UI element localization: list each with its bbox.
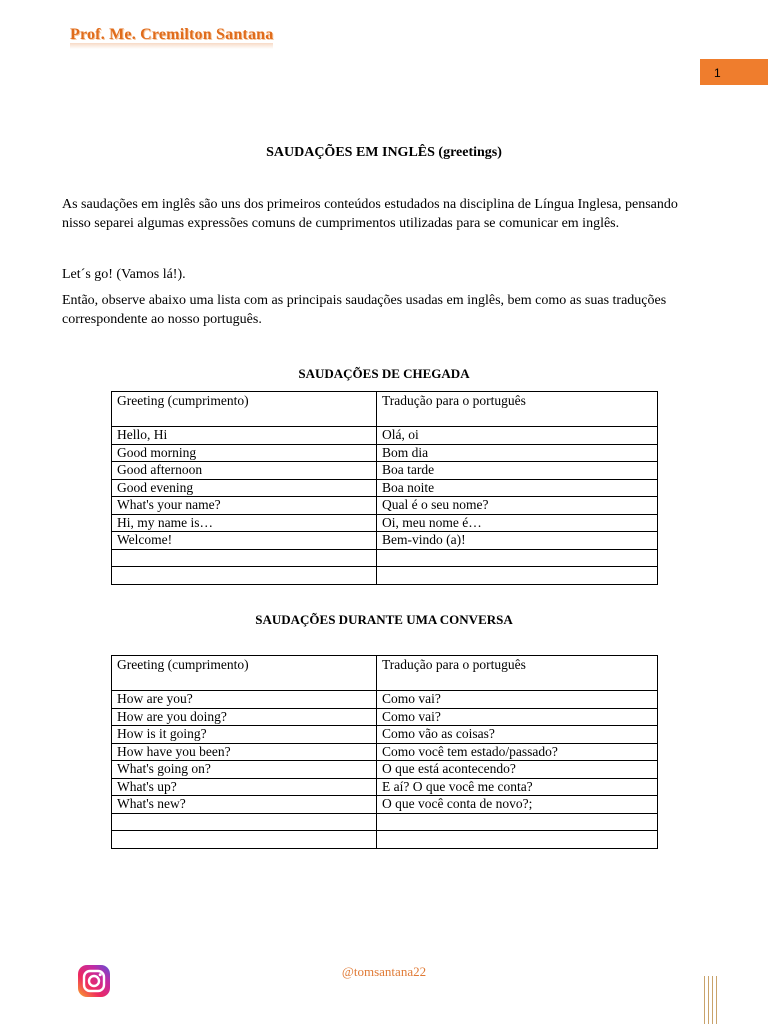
table-row: [112, 462, 658, 480]
column-header-translation: Tradução para o português: [377, 392, 658, 427]
table1-title: SAUDAÇÕES DE CHEGADA: [298, 366, 470, 381]
empty-table-row: [112, 831, 658, 849]
translation-cell: [377, 549, 658, 567]
table-row: [112, 479, 658, 497]
greeting-cell: [112, 831, 377, 849]
greeting-cell: Hello, Hi: [112, 427, 377, 445]
table-row: [112, 514, 658, 532]
translation-cell: O que você conta de novo?;: [377, 796, 658, 814]
instagram-handle[interactable]: @tomsantana22: [341, 964, 427, 979]
page-number: 1: [714, 66, 721, 80]
table-row: [112, 497, 658, 515]
document-title: SAUDAÇÕES EM INGLÊS (greetings): [266, 145, 502, 160]
greeting-cell: Good afternoon: [112, 462, 377, 480]
table-header-row: [112, 392, 658, 427]
translation-cell: Bem-vindo (a)!: [377, 532, 658, 550]
greeting-cell: How are you?: [112, 691, 377, 709]
arrival-greetings-table: [111, 391, 658, 585]
list-intro-paragraph: Então, observe abaixo uma lista com as principais saudações usadas em inglês, bem como as suas traduções correspondente ao nosso português.: [62, 293, 667, 327]
empty-table-row: [112, 549, 658, 567]
table-row: [112, 761, 658, 779]
greeting-cell: Good evening: [112, 479, 377, 497]
table-row: [112, 778, 658, 796]
author-header: Prof. Me. Cremilton Santana: [70, 26, 273, 49]
conversation-greetings-table: [111, 655, 658, 849]
greeting-cell: What's new?: [112, 796, 377, 814]
greeting-cell: [112, 813, 377, 831]
column-header-greeting: Greeting (cumprimento): [112, 392, 377, 427]
table-row: [112, 444, 658, 462]
page-number-badge: [700, 59, 768, 85]
translation-cell: Qual é o seu nome?: [377, 497, 658, 515]
greeting-cell: Good morning: [112, 444, 377, 462]
translation-cell: Como você tem estado/passado?: [377, 743, 658, 761]
translation-cell: Como vai?: [377, 691, 658, 709]
table-row: [112, 532, 658, 550]
translation-cell: Oi, meu nome é…: [377, 514, 658, 532]
column-header-greeting: Greeting (cumprimento): [112, 656, 377, 691]
greeting-cell: [112, 567, 377, 585]
table-row: [112, 726, 658, 744]
greeting-cell: What's your name?: [112, 497, 377, 515]
translation-cell: E aí? O que você me conta?: [377, 778, 658, 796]
greeting-cell: How is it going?: [112, 726, 377, 744]
column-header-translation: Tradução para o português: [377, 656, 658, 691]
empty-table-row: [112, 567, 658, 585]
translation-cell: Como vai?: [377, 708, 658, 726]
table-header-row: [112, 656, 658, 691]
greeting-cell: How have you been?: [112, 743, 377, 761]
greeting-cell: What's up?: [112, 778, 377, 796]
translation-cell: Olá, oi: [377, 427, 658, 445]
greeting-cell: Hi, my name is…: [112, 514, 377, 532]
translation-cell: O que está acontecendo?: [377, 761, 658, 779]
table-row: [112, 708, 658, 726]
greeting-cell: [112, 549, 377, 567]
translation-cell: Boa noite: [377, 479, 658, 497]
empty-table-row: [112, 813, 658, 831]
lets-go-paragraph: Let´s go! (Vamos lá!).: [62, 267, 186, 282]
greeting-cell: What's going on?: [112, 761, 377, 779]
table-row: [112, 743, 658, 761]
translation-cell: Bom dia: [377, 444, 658, 462]
translation-cell: [377, 831, 658, 849]
table-row: [112, 427, 658, 445]
greeting-cell: Welcome!: [112, 532, 377, 550]
table-row: [112, 796, 658, 814]
table2-title: SAUDAÇÕES DURANTE UMA CONVERSA: [255, 612, 513, 627]
intro-paragraph: As saudações em inglês são uns dos primeiros conteúdos estudados na disciplina de Língua Inglesa, pensando nisso separei algumas expressões comuns de cumprimentos utilizadas para se comunicar em inglês.: [62, 197, 678, 231]
greeting-cell: How are you doing?: [112, 708, 377, 726]
translation-cell: [377, 813, 658, 831]
translation-cell: Boa tarde: [377, 462, 658, 480]
table-row: [112, 691, 658, 709]
corner-decoration: [704, 976, 718, 1024]
translation-cell: [377, 567, 658, 585]
translation-cell: Como vão as coisas?: [377, 726, 658, 744]
